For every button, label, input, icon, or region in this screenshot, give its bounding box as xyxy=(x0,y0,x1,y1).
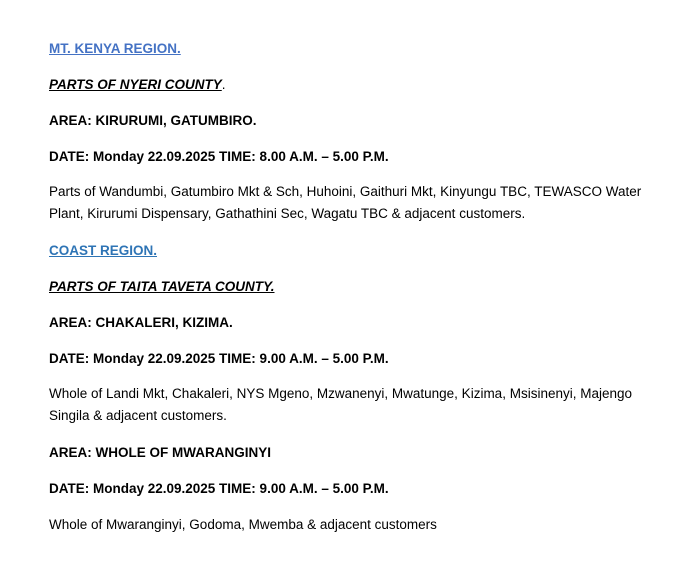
area-mwaranginyi: AREA: WHOLE OF MWARANGINYI xyxy=(49,445,271,460)
county-heading-nyeri xyxy=(49,76,226,94)
area-chakaleri: AREA: CHAKALERI, KIZIMA. xyxy=(49,315,233,330)
date-time-3: DATE: Monday 22.09.2025 TIME: 9.00 A.M. – 5.00 P.M. xyxy=(49,481,389,496)
region-heading-coast: COAST REGION. xyxy=(49,243,158,258)
affected-areas-2: Whole of Landi Mkt, Chakaleri, NYS Mgeno, Mzwanenyi, Mwatunge, Kizima, Msisinenyi, Majengo Singila & adjacent customers. xyxy=(49,386,632,423)
region-heading-mt-kenya: MT. KENYA REGION. xyxy=(49,41,181,56)
county-heading-taita-taveta: PARTS OF TAITA TAVETA COUNTY. xyxy=(49,279,275,294)
date-time-1: DATE: Monday 22.09.2025 TIME: 8.00 A.M. – 5.00 P.M. xyxy=(49,149,389,164)
county-heading-nyeri-period: . xyxy=(221,77,226,92)
affected-areas-3: Whole of Mwaranginyi, Godoma, Mwemba & adjacent customers xyxy=(49,517,437,532)
affected-areas-1: Parts of Wandumbi, Gatumbiro Mkt & Sch, Huhoini, Gaithuri Mkt, Kinyungu TBC, TEWASCO Water Plant, Kirurumi Dispensary, Gathathini Sec, Wagatu TBC & adjacent customers. xyxy=(49,184,642,221)
date-time-2: DATE: Monday 22.09.2025 TIME: 9.00 A.M. – 5.00 P.M. xyxy=(49,351,389,366)
county-heading-nyeri-text: PARTS OF NYERI COUNTY xyxy=(49,77,222,92)
area-kirurumi: AREA: KIRURUMI, GATUMBIRO. xyxy=(49,113,257,128)
